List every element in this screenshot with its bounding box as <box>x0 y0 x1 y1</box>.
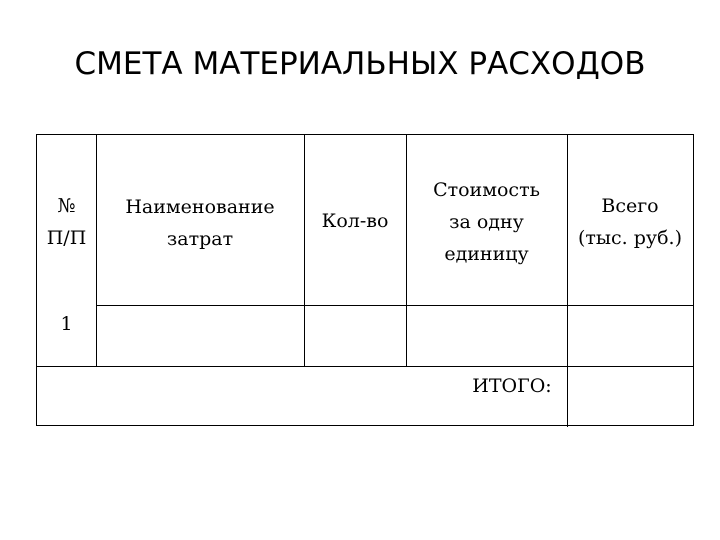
header-row-divider <box>96 305 693 306</box>
header-item-name: Наименование затрат <box>125 196 275 250</box>
col-divider-4 <box>567 135 568 427</box>
document-title: СМЕТА МАТЕРИАЛЬНЫХ РАСХОДОВ <box>74 46 646 82</box>
header-quantity: Кол-во <box>321 210 389 232</box>
header-total: Всего (тыс. руб.) <box>578 195 682 249</box>
header-unit-cost: Стоимость за одну единицу <box>433 179 540 265</box>
header-number: № П/П <box>46 195 87 249</box>
row-number: 1 <box>60 313 73 335</box>
estimate-table <box>36 134 694 426</box>
summary-label: ИТОГО: <box>472 375 552 397</box>
col-divider-2 <box>304 135 305 367</box>
summary-row-divider <box>37 366 693 367</box>
